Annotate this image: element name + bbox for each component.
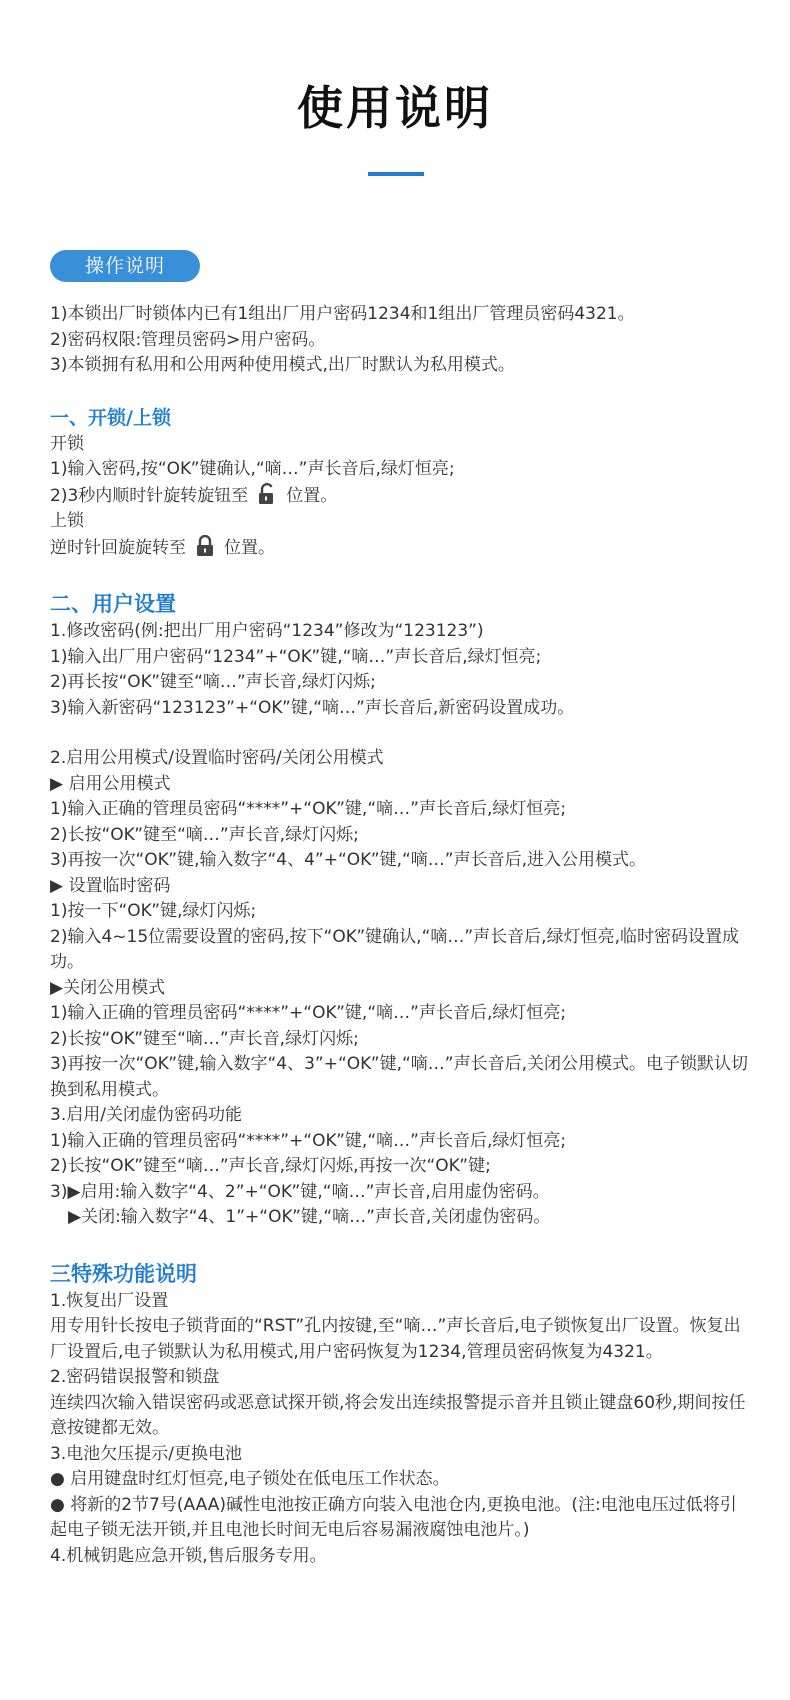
title-underline (368, 172, 424, 176)
text-paragraph: 用专用针长按电子锁背面的“RST”孔内按键,至“嘀…”声长音后,电子锁恢复出厂设置。恢复出厂设置后,电子锁默认为私用模式,用户密码恢复为1234,管理员密码恢复为4321。 (50, 1316, 741, 1362)
section-heading-special-functions: 三特殊功能说明 (50, 1261, 197, 1286)
instructions-body (50, 302, 750, 1569)
open-step (50, 483, 750, 510)
section-heading-unlock-lock: 一、开锁/上锁 (50, 406, 171, 429)
text-line: 2.启用公用模式/设置临时密码/关闭公用模式 (50, 748, 384, 768)
text-paragraph: 3)再按一次“OK”键,输入数字“4、3”+“OK”键,“嘀…”声长音后,关闭公用模式。电子锁默认切换到私用模式。 (50, 1054, 749, 1100)
bullet-line: ● 启用键盘时红灯恒亮,电子锁处在低电压工作状态。 (50, 1469, 450, 1489)
section-pill-operation: 操作说明 (50, 250, 200, 282)
bullet-paragraph: ● 将新的2节7号(AAA)碱性电池按正确方向装入电池仓内,更换电池。(注:电池电压过低将引起电子锁无法开锁,并且电池长时间无电后容易漏液腐蚀电池片。) (50, 1494, 737, 1540)
text-line: 3.电池欠压提示/更换电池 (50, 1443, 242, 1464)
text-line: 3.启用/关闭虚伪密码功能 (50, 1105, 242, 1125)
text-line: 1.恢复出厂设置 (50, 1290, 169, 1311)
text-line: ▶关闭:输入数字“4、1”+“OK”键,“嘀…”声长音,关闭虚伪密码。 (68, 1207, 551, 1227)
page-title: 使用说明 (297, 81, 493, 135)
open-step-text: 2)3秒内顺时针旋转旋钮至 (50, 485, 249, 506)
text-line: 2.密码错误报警和锁盘 (50, 1367, 220, 1387)
text-line: 3)▶启用:输入数字“4、2”+“OK”键,“嘀…”声长音,启用虚伪密码。 (50, 1181, 550, 1202)
open-step-text: 位置。 (286, 485, 338, 506)
open-step: 1)输入密码,按“OK”键确认,“嘀…”声长音后,绿灯恒亮; (50, 459, 455, 479)
text-line: 1)按一下“OK”键,绿灯闪烁; (50, 901, 257, 921)
text-line: 2)再长按“OK”键至“嘀…”声长音,绿灯闪烁; (50, 672, 376, 692)
lock-label: 上锁 (50, 511, 84, 531)
text-line: 1)输入出厂用户密码“1234”+“OK”键,“嘀…”声长音后,绿灯恒亮; (50, 646, 542, 667)
text-line: 1.修改密码(例:把出厂用户密码“1234”修改为“123123”) (50, 621, 484, 641)
text-line: 4.机械钥匙应急开锁,售后服务专用。 (50, 1545, 327, 1566)
lock-step-text: 逆时针回旋旋转至 (50, 537, 186, 558)
section-heading-user-settings: 二、用户设置 (50, 592, 176, 616)
text-line: ▶ 设置临时密码 (50, 875, 171, 896)
text-paragraph: 2)输入4~15位需要设置的密码,按下“OK”键确认,“嘀…”声长音后,绿灯恒亮,临时密码设置成功。 (50, 926, 739, 972)
unlocked-padlock-icon (256, 483, 278, 505)
text-line: 3)输入新密码“123123”+“OK”键,“嘀…”声长音后,新密码设置成功。 (50, 697, 575, 718)
text-line: 2)长按“OK”键至“嘀…”声长音,绿灯闪烁,再按一次“OK”键; (50, 1156, 491, 1176)
intro-line: 3)本锁拥有私用和公用两种使用模式,出厂时默认为私用模式。 (50, 355, 515, 375)
text-line: 2)长按“OK”键至“嘀…”声长音,绿灯闪烁; (50, 824, 359, 845)
text-line: 1)输入正确的管理员密码“****”+“OK”键,“嘀…”声长音后,绿灯恒亮; (50, 1130, 567, 1151)
intro-line: 2)密码权限:管理员密码>用户密码。 (50, 329, 326, 350)
open-label: 开锁 (50, 433, 84, 454)
text-paragraph: 连续四次输入错误密码或恶意试探开锁,将会发出连续报警提示音并且锁止键盘60秒,期间按任意按键都无效。 (50, 1392, 746, 1438)
text-line: ▶关闭公用模式 (50, 977, 166, 998)
lock-step-text: 位置。 (224, 537, 275, 558)
text-line: 1)输入正确的管理员密码“****”+“OK”键,“嘀…”声长音后,绿灯恒亮; (50, 1003, 567, 1023)
text-line: 1)输入正确的管理员密码“****”+“OK”键,“嘀…”声长音后,绿灯恒亮; (50, 799, 567, 819)
text-line: ▶ 启用公用模式 (50, 773, 171, 794)
text-line: 2)长按“OK”键至“嘀…”声长音,绿灯闪烁; (50, 1028, 359, 1049)
intro-line: 1)本锁出厂时锁体内已有1组出厂用户密码1234和1组出厂管理员密码4321。 (50, 304, 635, 324)
spacer (50, 721, 750, 746)
text-line: 3)再按一次“OK”键,输入数字“4、4”+“OK”键,“嘀…”声长音后,进入公用模式。 (50, 850, 647, 870)
locked-padlock-icon (194, 535, 216, 557)
lock-step (50, 535, 750, 562)
